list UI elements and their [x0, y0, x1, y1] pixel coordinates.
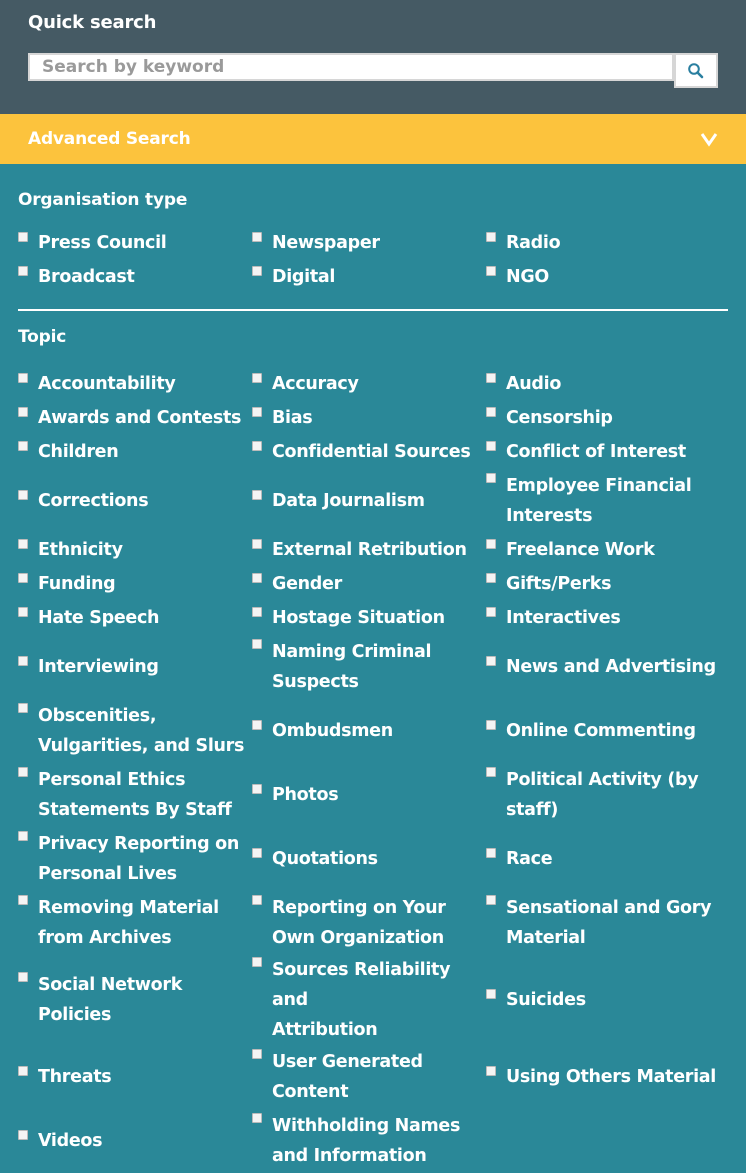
chevron-down-icon: [700, 132, 718, 146]
topic-cell: [18, 533, 252, 567]
checkbox[interactable]: [486, 266, 496, 276]
topic-options: [18, 367, 728, 1173]
checkbox[interactable]: [252, 720, 262, 730]
topic-cell: [18, 699, 252, 763]
topic-cell: [252, 401, 486, 435]
topic-option-threats[interactable]: [18, 1062, 111, 1092]
checkbox[interactable]: [486, 656, 496, 666]
topic-option-suicides[interactable]: [486, 985, 586, 1015]
option-label: Hate Speech: [38, 608, 160, 628]
topic-option-race[interactable]: [486, 844, 552, 874]
topic-option-interactives[interactable]: [486, 603, 620, 633]
topic-cell: [18, 1045, 252, 1109]
topic-cell: [18, 367, 252, 401]
checkbox[interactable]: [18, 573, 28, 583]
topic-cell: [486, 601, 726, 635]
topic-cell: [486, 533, 726, 567]
option-label: Conflict of Interest: [506, 442, 686, 462]
option-label: Awards and Contests: [38, 408, 242, 428]
option-label: Online Commenting: [506, 721, 696, 741]
topic-option-employee-financial-interests[interactable]: [486, 471, 691, 531]
option-label: NGO: [506, 267, 549, 287]
topic-option-corrections[interactable]: [18, 486, 148, 516]
checkbox[interactable]: [18, 407, 28, 417]
option-label: Employee Financial Interests: [506, 476, 692, 526]
option-label: Ombudsmen: [272, 721, 393, 741]
checkbox[interactable]: [18, 1130, 28, 1140]
checkbox[interactable]: [252, 895, 262, 905]
topic-cell: [18, 1109, 252, 1173]
topic-option-confidential-sources[interactable]: [252, 437, 470, 467]
checkbox[interactable]: [252, 373, 262, 383]
topic-option-external-retribution[interactable]: [252, 535, 467, 565]
checkbox[interactable]: [486, 473, 496, 483]
topic-cell: [18, 763, 252, 827]
option-label: Audio: [506, 374, 562, 394]
advanced-search-title: Advanced Search: [28, 129, 191, 149]
quick-search-title: Quick search: [28, 12, 157, 33]
option-label: Photos: [272, 785, 339, 805]
option-label: Personal Ethics Statements By Staff: [38, 770, 232, 820]
option-label: Freelance Work: [506, 540, 655, 560]
checkbox[interactable]: [252, 266, 262, 276]
checkbox[interactable]: [18, 895, 28, 905]
checkbox[interactable]: [18, 767, 28, 777]
topic-cell: [252, 763, 486, 827]
topic-option-personal-ethics-statements-by-staff[interactable]: [18, 765, 232, 825]
checkbox[interactable]: [252, 639, 262, 649]
option-label: Censorship: [506, 408, 613, 428]
checkbox[interactable]: [252, 441, 262, 451]
topic-option-accountability[interactable]: [18, 369, 176, 399]
topic-option-audio[interactable]: [486, 369, 561, 399]
checkbox[interactable]: [252, 539, 262, 549]
checkbox[interactable]: [486, 407, 496, 417]
topic-option-data-journalism[interactable]: [252, 486, 425, 516]
search-button[interactable]: [674, 53, 718, 88]
topic-option-withholding-names-and-information[interactable]: [252, 1111, 460, 1171]
checkbox[interactable]: [18, 972, 28, 982]
option-label: Interviewing: [38, 657, 159, 677]
option-label: Accountability: [38, 374, 176, 394]
option-label: Accuracy: [272, 374, 359, 394]
topic-option-ethnicity[interactable]: [18, 535, 123, 565]
topic-option-conflict-of-interest[interactable]: [486, 437, 686, 467]
checkbox[interactable]: [486, 989, 496, 999]
option-label: Confidential Sources: [272, 442, 471, 462]
topic-cell: [486, 401, 726, 435]
topic-cell: [18, 435, 252, 469]
topic-option-children[interactable]: [18, 437, 118, 467]
advanced-search-toggle[interactable]: [700, 132, 718, 146]
topic-cell: [18, 635, 252, 699]
advanced-search-panel: [0, 164, 746, 1173]
topic-option-using-others-material[interactable]: [486, 1062, 716, 1092]
option-label: Sources Reliability and Attribution: [272, 960, 451, 1040]
topic-option-removing-material-from-archives[interactable]: [18, 893, 219, 953]
topic-cell: [252, 367, 486, 401]
checkbox[interactable]: [18, 373, 28, 383]
topic-option-news-and-advertising[interactable]: [486, 652, 716, 682]
option-label: External Retribution: [272, 540, 467, 560]
organisation-type-options: [18, 226, 728, 294]
checkbox[interactable]: [486, 895, 496, 905]
option-label: Interactives: [506, 608, 621, 628]
topic-option-privacy-reporting-on-personal-lives[interactable]: [18, 829, 239, 889]
option-label: Using Others Material: [506, 1067, 717, 1087]
option-label: Privacy Reporting on Personal Lives: [38, 834, 239, 884]
checkbox[interactable]: [486, 441, 496, 451]
checkbox[interactable]: [486, 720, 496, 730]
topic-option-videos[interactable]: [18, 1126, 102, 1156]
topic-cell: [486, 763, 726, 827]
option-label: Threats: [38, 1067, 112, 1087]
topic-option-sensational-and-gory-material[interactable]: [486, 893, 711, 953]
option-label: Ethnicity: [38, 540, 123, 560]
checkbox[interactable]: [252, 573, 262, 583]
topic-cell: [486, 469, 726, 533]
topic-cell: [252, 533, 486, 567]
topic-option-interviewing[interactable]: [18, 652, 159, 682]
option-label: Obscenities, Vulgarities, and Slurs: [38, 706, 245, 756]
advanced-search-header[interactable]: [0, 114, 746, 164]
checkbox[interactable]: [18, 703, 28, 713]
topic-option-hostage-situation[interactable]: [252, 603, 445, 633]
topic-cell: [252, 699, 486, 763]
org-option-broadcast[interactable]: [18, 260, 252, 294]
option-label: Social Network Policies: [38, 975, 183, 1025]
option-label: Suicides: [506, 990, 586, 1010]
option-label: Funding: [38, 574, 116, 594]
checkbox[interactable]: [252, 232, 262, 242]
option-label: Naming Criminal Suspects: [272, 642, 432, 692]
topic-cell: [252, 827, 486, 891]
option-label: Race: [506, 849, 553, 869]
topic-option-reporting-on-your-own-organization[interactable]: [252, 893, 446, 953]
org-option-radio[interactable]: [486, 226, 726, 260]
topic-option-quotations[interactable]: [252, 844, 378, 874]
topic-cell: [252, 567, 486, 601]
option-label: Newspaper: [272, 233, 380, 253]
topic-cell: [252, 955, 486, 1045]
option-label: Reporting on Your Own Organization: [272, 898, 446, 948]
topic-cell: [18, 601, 252, 635]
topic-cell: [486, 635, 726, 699]
topic-cell: [486, 699, 726, 763]
option-label: Radio: [506, 233, 561, 253]
checkbox[interactable]: [18, 441, 28, 451]
checkbox[interactable]: [18, 607, 28, 617]
topic-cell: [252, 469, 486, 533]
option-label: Gifts/Perks: [506, 574, 612, 594]
checkbox[interactable]: [486, 373, 496, 383]
topic-option-accuracy[interactable]: [252, 369, 359, 399]
checkbox[interactable]: [252, 607, 262, 617]
option-label: Withholding Names and Information: [272, 1116, 461, 1166]
topic-title: Topic: [18, 327, 67, 347]
checkbox[interactable]: [252, 1049, 262, 1059]
option-label: User Generated Content: [272, 1052, 423, 1102]
topic-option-censorship[interactable]: [486, 403, 613, 433]
topic-cell: [486, 1045, 726, 1109]
topic-cell: [252, 1109, 486, 1173]
topic-option-social-network-policies[interactable]: [18, 970, 182, 1030]
option-label: Hostage Situation: [272, 608, 445, 628]
checkbox[interactable]: [486, 573, 496, 583]
option-label: Videos: [38, 1131, 103, 1151]
topic-option-gifts-perks[interactable]: [486, 569, 611, 599]
topic-cell: [486, 827, 726, 891]
topic-option-ombudsmen[interactable]: [252, 716, 393, 746]
org-option-press-council[interactable]: [18, 226, 252, 260]
checkbox[interactable]: [252, 1113, 262, 1123]
option-label: Corrections: [38, 491, 149, 511]
checkbox[interactable]: [18, 656, 28, 666]
topic-option-sources-reliability-and-attribution[interactable]: [252, 955, 486, 1045]
topic-option-hate-speech[interactable]: [18, 603, 159, 633]
checkbox[interactable]: [252, 784, 262, 794]
option-label: Data Journalism: [272, 491, 425, 511]
checkbox[interactable]: [18, 266, 28, 276]
org-option-ngo[interactable]: [486, 260, 726, 294]
topic-option-naming-criminal-suspects[interactable]: [252, 637, 431, 697]
option-label: Bias: [272, 408, 313, 428]
option-label: News and Advertising: [506, 657, 716, 677]
checkbox[interactable]: [486, 848, 496, 858]
checkbox[interactable]: [486, 1066, 496, 1076]
topic-cell: [252, 635, 486, 699]
topic-cell: [252, 891, 486, 955]
checkbox[interactable]: [486, 607, 496, 617]
topic-cell: [18, 469, 252, 533]
checkbox[interactable]: [18, 831, 28, 841]
topic-cell: [486, 367, 726, 401]
search-icon: [687, 62, 705, 80]
topic-option-gender[interactable]: [252, 569, 342, 599]
option-label: Political Activity (by staff): [506, 770, 699, 820]
search-input[interactable]: [28, 53, 674, 81]
organisation-type-title: Organisation type: [18, 190, 188, 210]
topic-option-user-generated-content[interactable]: [252, 1047, 423, 1107]
checkbox[interactable]: [18, 1066, 28, 1076]
topic-cell: [252, 435, 486, 469]
option-label: Sensational and Gory Material: [506, 898, 712, 948]
option-label: Gender: [272, 574, 342, 594]
checkbox[interactable]: [252, 407, 262, 417]
topic-option-photos[interactable]: [252, 780, 338, 810]
checkbox[interactable]: [252, 848, 262, 858]
topic-cell: [18, 891, 252, 955]
option-label: Digital: [272, 267, 336, 287]
org-option-newspaper[interactable]: [252, 226, 486, 260]
topic-cell: [486, 567, 726, 601]
option-label: Quotations: [272, 849, 378, 869]
option-label: Broadcast: [38, 267, 135, 287]
topic-cell: [18, 567, 252, 601]
topic-option-obscenities-vulgarities-and-slurs[interactable]: [18, 701, 244, 761]
option-label: Press Council: [38, 233, 167, 253]
org-option-digital[interactable]: [252, 260, 486, 294]
checkbox[interactable]: [486, 767, 496, 777]
checkbox[interactable]: [18, 490, 28, 500]
topic-cell: [486, 435, 726, 469]
topic-option-political-activity-by-staff[interactable]: [486, 765, 698, 825]
checkbox[interactable]: [486, 232, 496, 242]
topic-cell: [18, 401, 252, 435]
checkbox[interactable]: [252, 957, 262, 967]
topic-option-online-commenting[interactable]: [486, 716, 696, 746]
topic-option-funding[interactable]: [18, 569, 115, 599]
checkbox[interactable]: [252, 490, 262, 500]
topic-cell: [18, 955, 252, 1045]
topic-cell: [486, 955, 726, 1045]
topic-cell: [252, 1045, 486, 1109]
topic-cell: [486, 1109, 726, 1173]
topic-option-freelance-work[interactable]: [486, 535, 655, 565]
search-row: [28, 52, 718, 88]
topic-option-awards-and-contests[interactable]: [18, 403, 241, 433]
option-label: Removing Material from Archives: [38, 898, 219, 948]
checkbox[interactable]: [18, 539, 28, 549]
quick-search-panel: [0, 0, 746, 114]
option-label: Children: [38, 442, 119, 462]
topic-cell: [18, 827, 252, 891]
checkbox[interactable]: [18, 232, 28, 242]
topic-option-bias[interactable]: [252, 403, 312, 433]
topic-cell: [486, 891, 726, 955]
checkbox[interactable]: [486, 539, 496, 549]
topic-cell: [252, 601, 486, 635]
